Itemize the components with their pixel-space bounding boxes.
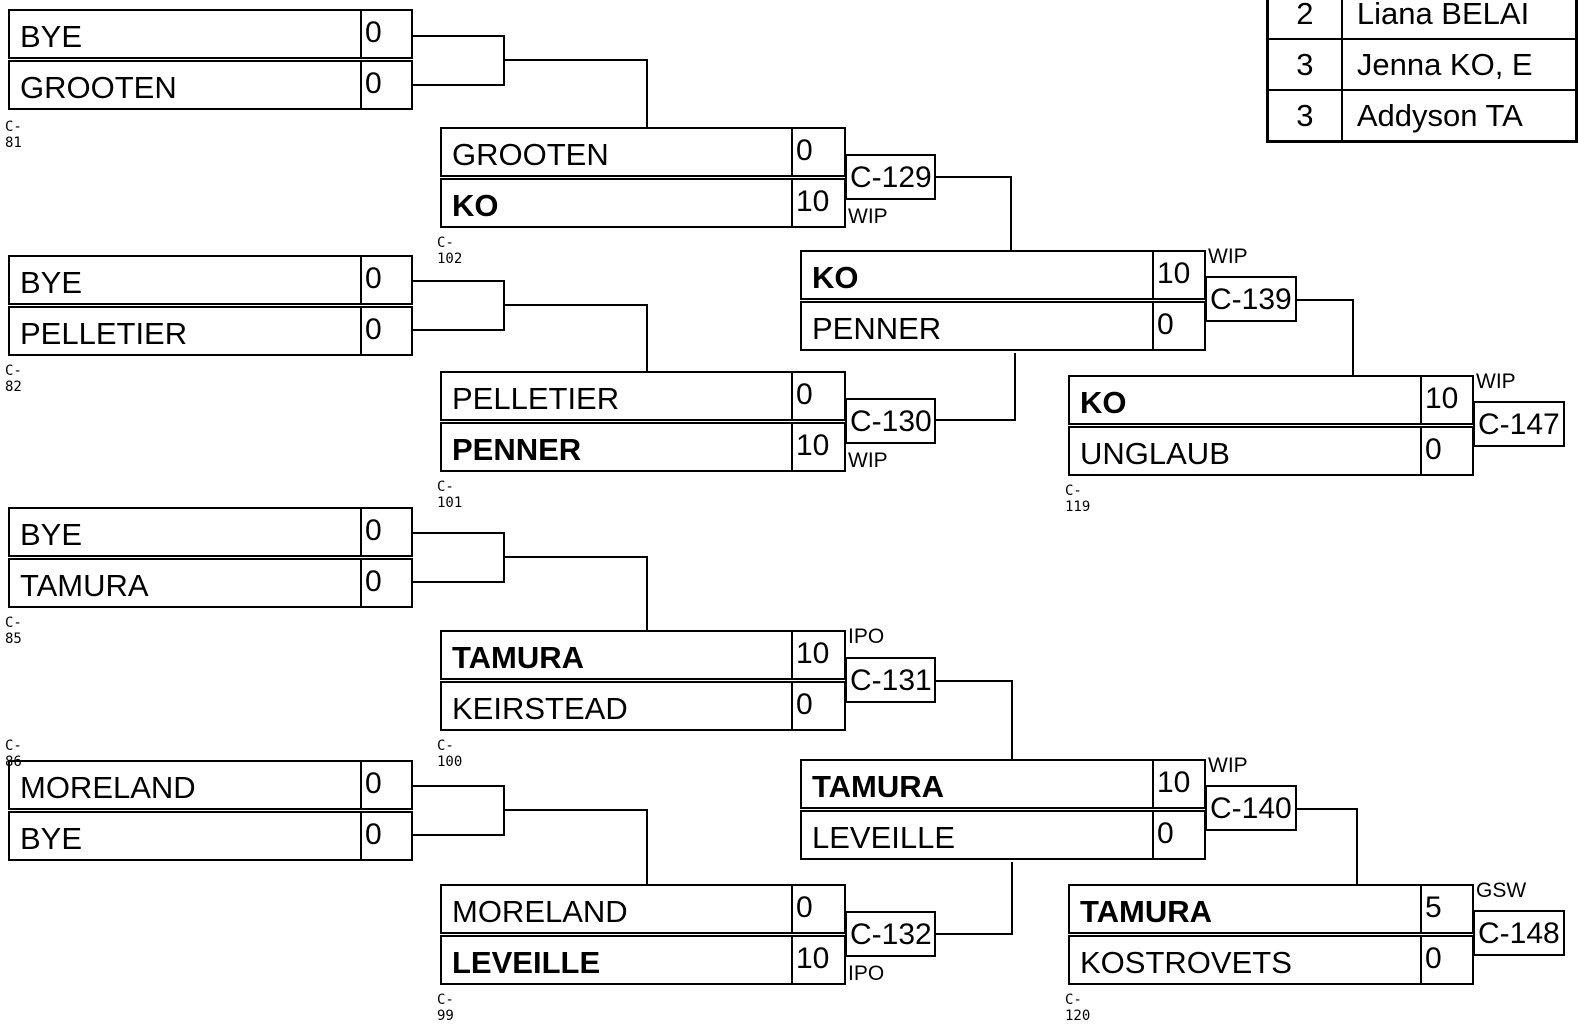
match-slot (800, 301, 1206, 351)
competitor-name: BYE (20, 821, 83, 856)
score-value: 10 (796, 942, 830, 975)
competitor-name: KEIRSTEAD (452, 691, 628, 726)
next-match-box (845, 657, 936, 703)
score-box (791, 371, 846, 421)
next-match-code: C-140 (1210, 792, 1292, 825)
next-match-box (1473, 910, 1565, 956)
score-box (1152, 759, 1206, 809)
score-value: 0 (365, 818, 382, 851)
score-value: 0 (365, 565, 382, 598)
score-box (1152, 810, 1206, 860)
next-match-code: C-130 (850, 405, 932, 438)
match-slot (8, 9, 413, 59)
competitor-name: KOSTROVETS (1080, 945, 1292, 980)
competitor-name: LEVEILLE (452, 945, 601, 980)
score-value: 0 (1157, 308, 1174, 341)
results-name: Addyson TA (1342, 90, 1577, 142)
match-code: C-85 (5, 615, 22, 647)
results-rank: 3 (1268, 39, 1342, 90)
competitor-name: KO (812, 260, 859, 295)
score-value: 10 (1157, 257, 1191, 290)
match-slot (8, 60, 413, 110)
match-slot (440, 681, 846, 731)
status-label: IPO (848, 625, 885, 648)
score-value: 10 (796, 185, 830, 218)
score-value: 0 (796, 688, 813, 721)
results-name: Jenna KO, E (1342, 39, 1577, 90)
competitor-name: GROOTEN (20, 70, 177, 105)
results-row (1268, 39, 1577, 90)
score-value: 10 (796, 637, 830, 670)
next-match-code: C-129 (850, 161, 932, 194)
match-code: C-99 (437, 992, 454, 1024)
match-slot (440, 371, 846, 421)
next-match-box (1473, 401, 1565, 447)
next-match-code: C-132 (850, 918, 932, 951)
competitor-name: PELLETIER (452, 381, 620, 416)
score-value: 0 (365, 16, 382, 49)
competitor-name: TAMURA (20, 568, 149, 603)
next-match-box (845, 398, 936, 444)
match-slot (1068, 935, 1474, 985)
match-code: C-119 (1065, 483, 1091, 515)
match-code: C-86 (5, 738, 22, 770)
match-slot (440, 630, 846, 680)
score-value: 0 (365, 514, 382, 547)
next-match-code: C-131 (850, 664, 932, 697)
competitor-name: KO (452, 188, 499, 223)
score-value: 0 (796, 891, 813, 924)
match-slot (440, 422, 846, 472)
score-box (791, 884, 846, 934)
score-box (360, 558, 413, 608)
competitor-name: PENNER (812, 311, 942, 346)
match-slot (8, 558, 413, 608)
results-rank: 3 (1268, 90, 1342, 142)
score-box (360, 9, 413, 59)
match-code: C-82 (5, 363, 22, 395)
competitor-name: UNGLAUB (1080, 436, 1230, 471)
competitor-name: TAMURA (452, 640, 585, 675)
competitor-name: BYE (20, 19, 83, 54)
competitor-name: MORELAND (20, 770, 196, 805)
match-slot (8, 760, 413, 810)
match-code: C-81 (5, 119, 22, 151)
competitor-name: LEVEILLE (812, 820, 956, 855)
competitor-name: PELLETIER (20, 316, 188, 351)
score-box (1420, 426, 1474, 476)
competitor-name: MORELAND (452, 894, 628, 929)
score-value: 0 (1157, 817, 1174, 850)
score-value: 0 (365, 262, 382, 295)
match-code: C-102 (437, 235, 463, 267)
match-slot (800, 250, 1206, 300)
score-value: 10 (1157, 766, 1191, 799)
status-label: WIP (848, 449, 888, 472)
score-box (1420, 375, 1474, 425)
score-box (1152, 250, 1206, 300)
score-box (360, 760, 413, 810)
next-match-code: C-148 (1478, 917, 1560, 950)
match-slot (440, 935, 846, 985)
status-label: WIP (848, 205, 888, 228)
next-match-code: C-139 (1210, 283, 1292, 316)
score-box (791, 178, 846, 228)
score-box (1152, 301, 1206, 351)
status-label: WIP (1208, 245, 1248, 268)
next-match-code: C-147 (1478, 408, 1560, 441)
score-box (360, 306, 413, 356)
competitor-name: BYE (20, 517, 83, 552)
competitor-name: KO (1080, 385, 1127, 420)
competitor-name: TAMURA (1080, 894, 1213, 929)
competitor-name: BYE (20, 265, 83, 300)
match-slot (800, 759, 1206, 809)
score-box (360, 507, 413, 557)
match-slot (1068, 375, 1474, 425)
match-slot (1068, 426, 1474, 476)
match-slot (440, 127, 846, 177)
match-code: C-100 (437, 738, 463, 770)
score-value: 0 (365, 767, 382, 800)
score-value: 0 (796, 378, 813, 411)
score-box (1420, 884, 1474, 934)
status-label: GSW (1476, 879, 1527, 902)
score-box (791, 935, 846, 985)
score-box (360, 60, 413, 110)
match-slot (440, 884, 846, 934)
score-value: 0 (1425, 942, 1442, 975)
score-value: 10 (1425, 382, 1459, 415)
match-code: C-101 (437, 479, 463, 511)
status-label: WIP (1476, 370, 1516, 393)
score-box (791, 630, 846, 680)
match-slot (440, 178, 846, 228)
competitor-name: PENNER (452, 432, 582, 467)
score-box (360, 811, 413, 861)
match-code: C-120 (1065, 992, 1091, 1024)
status-label: IPO (848, 962, 885, 985)
results-name: Liana BELAI (1342, 0, 1577, 39)
match-slot (800, 810, 1206, 860)
score-box (1420, 935, 1474, 985)
score-value: 0 (365, 313, 382, 346)
next-match-box (1205, 276, 1297, 322)
results-row (1268, 0, 1577, 39)
competitor-name: GROOTEN (452, 137, 609, 172)
score-box (791, 127, 846, 177)
score-box (791, 422, 846, 472)
results-rank: 2 (1268, 0, 1342, 39)
score-box (360, 255, 413, 305)
competitor-name: TAMURA (812, 769, 945, 804)
score-value: 5 (1425, 891, 1442, 924)
score-value: 10 (796, 429, 830, 462)
next-match-box (845, 154, 936, 200)
match-slot (8, 255, 413, 305)
match-slot (1068, 884, 1474, 934)
results-table (1266, 0, 1578, 143)
score-value: 0 (1425, 433, 1442, 466)
match-slot (8, 811, 413, 861)
score-value: 0 (365, 67, 382, 100)
next-match-box (1205, 785, 1297, 831)
results-row (1268, 90, 1577, 142)
status-label: WIP (1208, 754, 1248, 777)
match-slot (8, 306, 413, 356)
score-value: 0 (796, 134, 813, 167)
score-box (791, 681, 846, 731)
match-slot (8, 507, 413, 557)
next-match-box (845, 911, 936, 957)
